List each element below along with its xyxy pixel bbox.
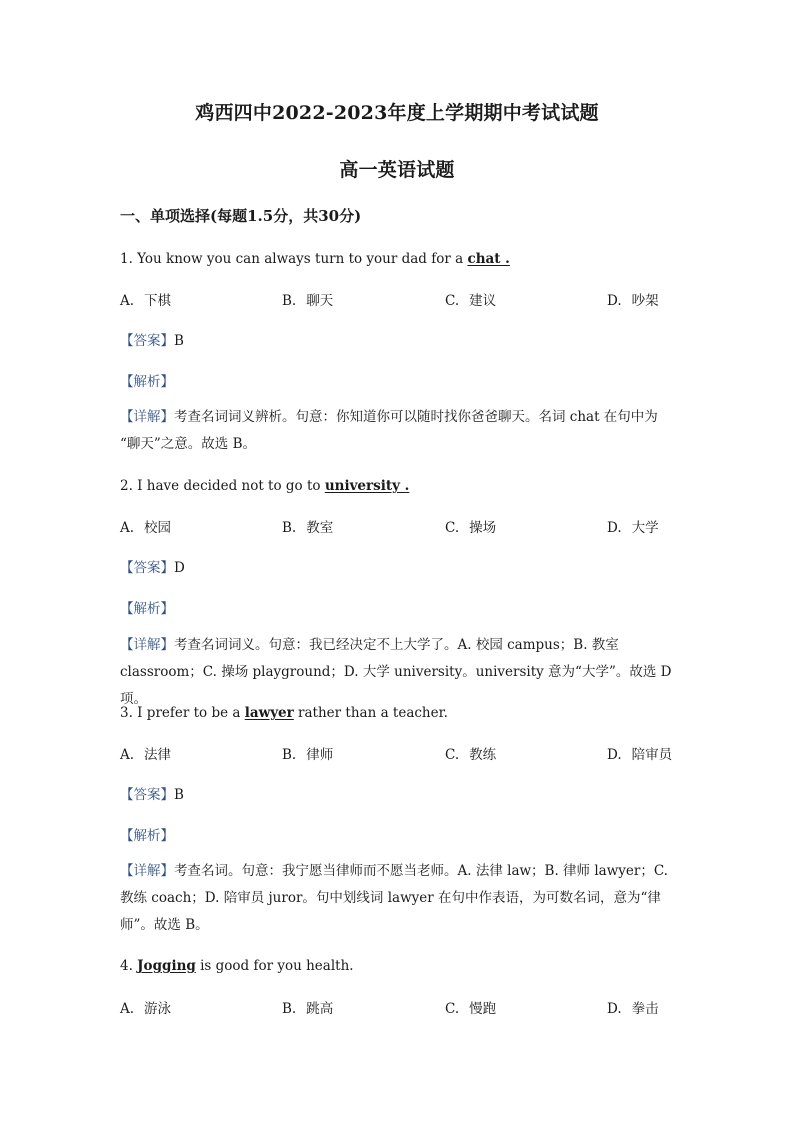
exam-title: 鸡西四中2022-2023年度上学期期中考试试题 [195, 102, 599, 124]
option-c: C. 建议 [445, 293, 497, 309]
question-2-stem: 2. I have decided not to go to university . [120, 478, 410, 494]
question-1-keyword: chat . [467, 251, 510, 267]
question-3-detail: 【详解】考查名词。句意：我宁愿当律师而不愿当老师。A. 法律 law；B. 律师 lawyer；C. 教练 coach；D. 陪审员 juror。句中划线词 lawyer 在句中作表语，为可数名词，意为“律 师”。故选 B。 [120, 863, 668, 933]
question-2-keyword: university . [324, 478, 410, 494]
option-d: D. 拳击 [607, 1001, 659, 1017]
question-1-answer: 【答案】B [120, 333, 184, 349]
question-2-detail: 【详解】考查名词词义。句意：我已经决定不上大学了。A. 校园 campus；B. 教室 classroom；C. 操场 playground；D. 大学 university。university 意为“大学”。故选 D 项。 [120, 637, 672, 707]
question-2-analysis-label: 【解析】 [120, 601, 174, 617]
question-1-stem: 1. You know you can always turn to your dad for a chat . [120, 251, 510, 267]
question-3-analysis-label: 【解析】 [120, 828, 174, 844]
option-b: B. 教室 [282, 520, 334, 536]
option-a: A. 法律 [120, 747, 172, 763]
question-3-stem: 3. I prefer to be a lawyer rather than a teacher. [120, 705, 448, 721]
question-1-detail: 【详解】考查名词词义辨析。句意：你知道你可以随时找你爸爸聊天。名词 chat 在句中为 “聊天”之意。故选 B。 [120, 409, 658, 452]
question-4-keyword: Jogging [137, 958, 196, 974]
option-b: B. 跳高 [282, 1001, 334, 1017]
option-b: B. 律师 [282, 747, 334, 763]
option-d: D. 陪审员 [607, 747, 673, 763]
option-c: C. 教练 [445, 747, 497, 763]
section-heading: 一、单项选择(每题1.5分，共30分) [120, 207, 362, 225]
question-3-keyword: lawyer [244, 705, 294, 721]
option-c: C. 操场 [445, 520, 497, 536]
question-3-options [120, 743, 680, 763]
option-a: A. 下棋 [120, 293, 172, 309]
option-b: B. 聊天 [282, 293, 334, 309]
question-2-options [120, 516, 680, 536]
option-a: A. 校园 [120, 520, 172, 536]
question-1-options [120, 289, 680, 309]
option-d: D. 大学 [607, 520, 659, 536]
option-a: A. 游泳 [120, 1001, 172, 1017]
option-d: D. 吵架 [607, 293, 659, 309]
question-4-options [120, 997, 680, 1017]
exam-subtitle: 高一英语试题 [339, 159, 455, 181]
question-4-stem: 4. Jogging is good for you health. [120, 958, 354, 974]
question-3-answer: 【答案】B [120, 787, 184, 803]
question-2-answer: 【答案】D [120, 560, 185, 576]
question-1-analysis-label: 【解析】 [120, 374, 174, 390]
option-c: C. 慢跑 [445, 1001, 497, 1017]
